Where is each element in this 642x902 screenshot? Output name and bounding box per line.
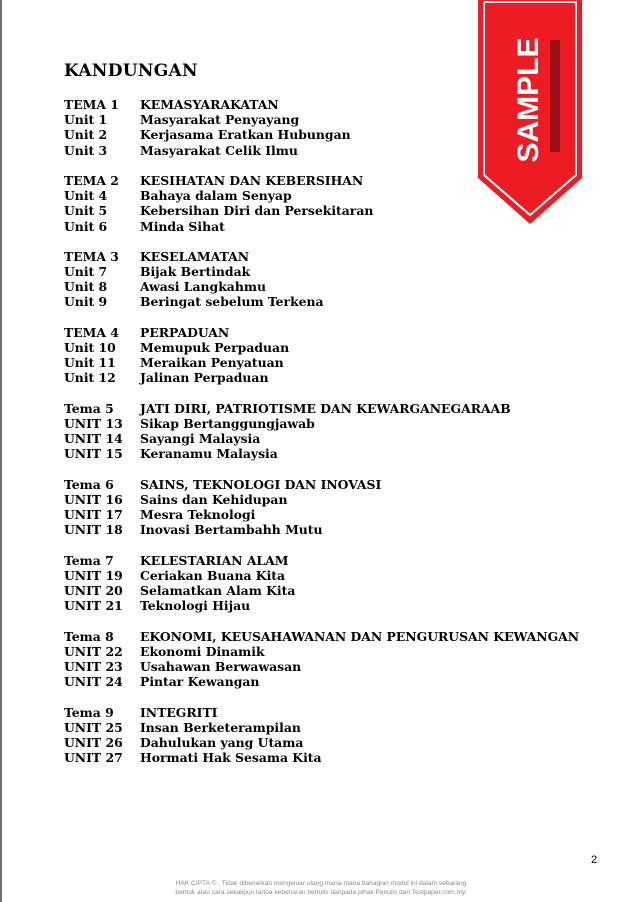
copyright-line-2: bentuk atau cara sekalipun tanpa kebenaran bertulis daripada pihak Penulis dan Testpaper.com.my. bbox=[175, 889, 467, 896]
toc-unit-row bbox=[64, 735, 604, 750]
copyright-line-1: HAK CIPTA © : Tidak dibenarkan mengeluar ulang mana-mana bahagian modul ini dalam sebarang bbox=[175, 880, 467, 887]
toc-row-title: Beringat sebelum Terkena bbox=[140, 294, 324, 310]
toc-row-label: TEMA 1 bbox=[64, 97, 119, 112]
toc-theme-row bbox=[64, 249, 604, 264]
toc-theme-row bbox=[64, 401, 604, 416]
toc-row-title: Keranamu Malaysia bbox=[140, 446, 278, 462]
toc-row-title: Ekonomi Dinamik bbox=[140, 643, 265, 659]
toc-row-label: UNIT 18 bbox=[64, 522, 123, 538]
toc-unit-row bbox=[64, 370, 604, 385]
toc-theme-row bbox=[64, 325, 604, 340]
toc-unit-row bbox=[64, 203, 604, 218]
toc-row-label: UNIT 21 bbox=[64, 598, 123, 614]
toc-row-label: UNIT 24 bbox=[64, 674, 123, 690]
toc-row-title: Pintar Kewangan bbox=[140, 674, 260, 690]
toc-unit-row bbox=[64, 112, 604, 127]
toc-row-label: TEMA 4 bbox=[64, 324, 119, 340]
toc-row-label: UNIT 17 bbox=[64, 507, 123, 523]
toc-unit-row bbox=[64, 264, 604, 279]
toc-row-title: INTEGRITI bbox=[140, 704, 218, 720]
toc-unit-row bbox=[64, 143, 604, 158]
toc-theme-row bbox=[64, 97, 604, 112]
toc-row-label: Unit 2 bbox=[64, 127, 108, 143]
toc-unit-row bbox=[64, 750, 604, 765]
toc-row-label: UNIT 19 bbox=[64, 567, 123, 583]
toc-unit-row bbox=[64, 492, 604, 507]
toc-unit-row bbox=[64, 446, 604, 461]
toc-row-label: UNIT 16 bbox=[64, 491, 123, 507]
toc-unit-row bbox=[64, 279, 604, 294]
toc-row-label: UNIT 27 bbox=[64, 750, 123, 766]
copyright-footer bbox=[120, 879, 522, 897]
toc-row-label: UNIT 13 bbox=[64, 415, 123, 431]
toc-unit-row bbox=[64, 219, 604, 234]
toc-unit-row bbox=[64, 127, 604, 142]
toc-row-title: Selamatkan Alam Kita bbox=[140, 583, 296, 598]
toc-theme-row bbox=[64, 629, 604, 644]
toc-row-label: Tema 8 bbox=[64, 628, 114, 644]
toc-row-title: Hormati Hak Sesama Kita bbox=[140, 750, 322, 766]
toc-group bbox=[64, 173, 604, 234]
toc-row-title: Minda Sihat bbox=[140, 218, 225, 234]
toc-row-title: Sayangi Malaysia bbox=[140, 431, 261, 447]
toc-unit-row bbox=[64, 431, 604, 446]
toc-row-label: UNIT 23 bbox=[64, 658, 123, 674]
toc-theme-row bbox=[64, 173, 604, 188]
toc-row-label: Unit 3 bbox=[64, 142, 108, 158]
toc-unit-row bbox=[64, 720, 604, 735]
toc-row-label: UNIT 22 bbox=[64, 643, 123, 659]
toc-row-title: Jalinan Perpaduan bbox=[140, 370, 269, 386]
toc-unit-row bbox=[64, 644, 604, 659]
toc-row-label: Unit 7 bbox=[64, 264, 108, 280]
toc-theme-row bbox=[64, 477, 604, 492]
toc-row-title: Memupuk Perpaduan bbox=[140, 340, 290, 355]
toc-row-label: Unit 5 bbox=[64, 203, 108, 219]
toc-row-title: Masyarakat Celik Ilmu bbox=[140, 142, 298, 158]
toc-unit-row bbox=[64, 355, 604, 370]
toc-row-label: TEMA 3 bbox=[64, 248, 119, 264]
toc-theme-row bbox=[64, 553, 604, 568]
toc-row-label: Unit 8 bbox=[64, 279, 108, 295]
toc-unit-row bbox=[64, 568, 604, 583]
toc-unit-row bbox=[64, 522, 604, 537]
toc-group bbox=[64, 553, 604, 614]
page-title: KANDUNGAN bbox=[64, 61, 198, 81]
toc-row-title: KESIHATAN DAN KEBERSIHAN bbox=[140, 172, 364, 188]
toc-row-title: Bijak Bertindak bbox=[140, 264, 251, 280]
toc-theme-row bbox=[64, 705, 604, 720]
toc-unit-row bbox=[64, 598, 604, 613]
toc-group bbox=[64, 249, 604, 310]
toc-row-title: KELESTARIAN ALAM bbox=[140, 552, 289, 568]
toc-row-label: UNIT 26 bbox=[64, 734, 123, 750]
toc-row-label: Tema 5 bbox=[64, 400, 114, 416]
toc-group bbox=[64, 325, 604, 386]
toc-row-title: Sains dan Kehidupan bbox=[140, 491, 288, 507]
toc-unit-row bbox=[64, 507, 604, 522]
toc-row-label: Tema 6 bbox=[64, 476, 114, 492]
table-of-contents bbox=[64, 97, 604, 780]
toc-row-label: Tema 9 bbox=[64, 704, 114, 720]
toc-row-title: KESELAMATAN bbox=[140, 248, 250, 264]
toc-row-title: Inovasi Bertambahh Mutu bbox=[140, 522, 323, 538]
toc-row-title: Meraikan Penyatuan bbox=[140, 355, 284, 371]
toc-unit-row bbox=[64, 659, 604, 674]
toc-row-label: Unit 10 bbox=[64, 340, 116, 355]
toc-unit-row bbox=[64, 674, 604, 689]
toc-group bbox=[64, 401, 604, 462]
toc-row-title: Awasi Langkahmu bbox=[140, 279, 266, 295]
toc-row-title: Ceriakan Buana Kita bbox=[140, 567, 286, 583]
toc-row-label: UNIT 20 bbox=[64, 583, 123, 598]
toc-unit-row bbox=[64, 188, 604, 203]
toc-row-label: TEMA 2 bbox=[64, 172, 119, 188]
toc-row-title: Kebersihan Diri dan Persekitaran bbox=[140, 203, 374, 219]
toc-row-title: SAINS, TEKNOLOGI DAN INOVASI bbox=[140, 476, 382, 492]
toc-unit-row bbox=[64, 583, 604, 598]
toc-row-title: Dahulukan yang Utama bbox=[140, 734, 304, 750]
toc-row-title: PERPADUAN bbox=[140, 324, 230, 340]
toc-group bbox=[64, 97, 604, 158]
toc-row-title: EKONOMI, KEUSAHAWANAN DAN PENGURUSAN KEWANGAN bbox=[140, 628, 580, 644]
page-number: 2 bbox=[591, 854, 598, 866]
toc-unit-row bbox=[64, 340, 604, 355]
toc-group bbox=[64, 477, 604, 538]
toc-row-label: Unit 4 bbox=[64, 188, 108, 204]
toc-row-label: UNIT 25 bbox=[64, 719, 123, 735]
toc-row-label: Unit 1 bbox=[64, 112, 108, 128]
toc-row-label: Unit 9 bbox=[64, 294, 108, 310]
toc-row-title: KEMASYARAKATAN bbox=[140, 97, 279, 112]
toc-row-title: Bahaya dalam Senyap bbox=[140, 188, 292, 204]
toc-row-title: Usahawan Berwawasan bbox=[140, 658, 302, 674]
page-left-border bbox=[0, 0, 2, 902]
toc-row-title: Kerjasama Eratkan Hubungan bbox=[140, 127, 351, 143]
toc-group bbox=[64, 705, 604, 766]
toc-unit-row bbox=[64, 294, 604, 309]
toc-row-label: UNIT 15 bbox=[64, 446, 123, 462]
toc-row-title: Teknologi Hijau bbox=[140, 598, 251, 614]
toc-unit-row bbox=[64, 416, 604, 431]
toc-row-title: Masyarakat Penyayang bbox=[140, 112, 300, 128]
toc-row-title: JATI DIRI, PATRIOTISME DAN KEWARGANEGARAAB bbox=[140, 400, 511, 416]
toc-row-label: Unit 6 bbox=[64, 218, 108, 234]
sample-stamp-text: SAMPLE bbox=[512, 37, 545, 163]
toc-row-title: Sikap Bertanggungjawab bbox=[140, 415, 315, 431]
toc-row-label: UNIT 14 bbox=[64, 431, 123, 447]
toc-row-label: Tema 7 bbox=[64, 552, 114, 568]
toc-group bbox=[64, 629, 604, 690]
toc-row-title: Insan Berketerampilan bbox=[140, 719, 301, 735]
toc-row-title: Mesra Teknologi bbox=[140, 507, 256, 523]
toc-row-label: Unit 12 bbox=[64, 370, 116, 386]
toc-row-label: Unit 11 bbox=[64, 355, 116, 371]
